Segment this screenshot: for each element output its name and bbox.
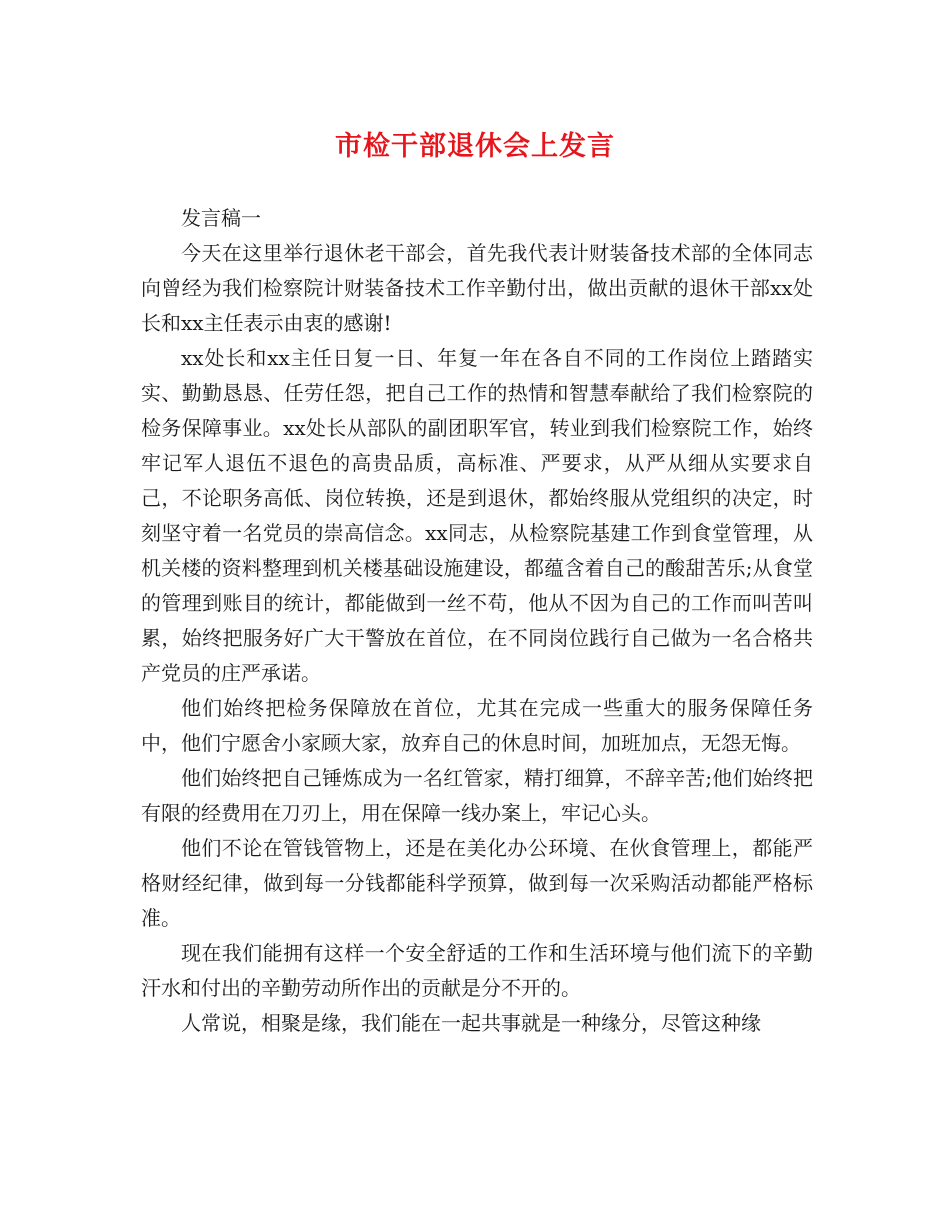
document-body	[141, 201, 813, 1041]
paragraph: 他们始终把自己锤炼成为一名红管家，精打细算，不辞辛苦;他们始终把有限的经费用在刀刃上，用在保障一线办案上，牢记心头。	[141, 766, 813, 825]
document-title: 市检干部退休会上发言	[335, 131, 615, 162]
paragraph: 人常说，相聚是缘，我们能在一起共事就是一种缘分，尽管这种缘	[181, 1011, 761, 1035]
paragraph: xx处长和xx主任日复一日、年复一年在各自不同的工作岗位上踏踏实实、勤勤恳恳、任劳任怨，把自己工作的热情和智慧奉献给了我们检察院的检务保障事业。xx处长从部队的副团职军官，转业到我们检察院工作，始终牢记军人退伍不退色的高贵品质，高标准、严要求，从严从细从实要求自己，不论职务高低、岗位转换，还是到退休，都始终服从党组织的决定，时刻坚守着一名党员的崇高信念。xx同志，从检察院基建工作到食堂管理，从机关楼的资料整理到机关楼基础设施建设，都蕴含着自己的酸甜苦乐;从食堂的管理到账目的统计，都能做到一丝不苟，他从不因为自己的工作而叫苦叫累，始终把服务好广大干警放在首位，在不同岗位践行自己做为一名合格共产党员的庄严承诺。	[141, 346, 813, 685]
paragraph: 现在我们能拥有这样一个安全舒适的工作和生活环境与他们流下的辛勤汗水和付出的辛勤劳动所作出的贡献是分不开的。	[141, 941, 813, 1000]
paragraph: 他们始终把检务保障放在首位，尤其在完成一些重大的服务保障任务中，他们宁愿舍小家顾大家，放弃自己的休息时间，加班加点，无怨无悔。	[141, 696, 813, 755]
paragraph: 他们不论在管钱管物上，还是在美化办公环境、在伙食管理上，都能严格财经纪律，做到每一分钱都能科学预算，做到每一次采购活动都能严格标准。	[141, 836, 813, 930]
paragraph-subtitle: 发言稿一	[181, 206, 261, 230]
paragraph: 今天在这里举行退休老干部会，首先我代表计财装备技术部的全体同志向曾经为我们检察院计财装备技术工作辛勤付出，做出贡献的退休干部xx处长和xx主任表示由衷的感谢!	[141, 241, 813, 335]
